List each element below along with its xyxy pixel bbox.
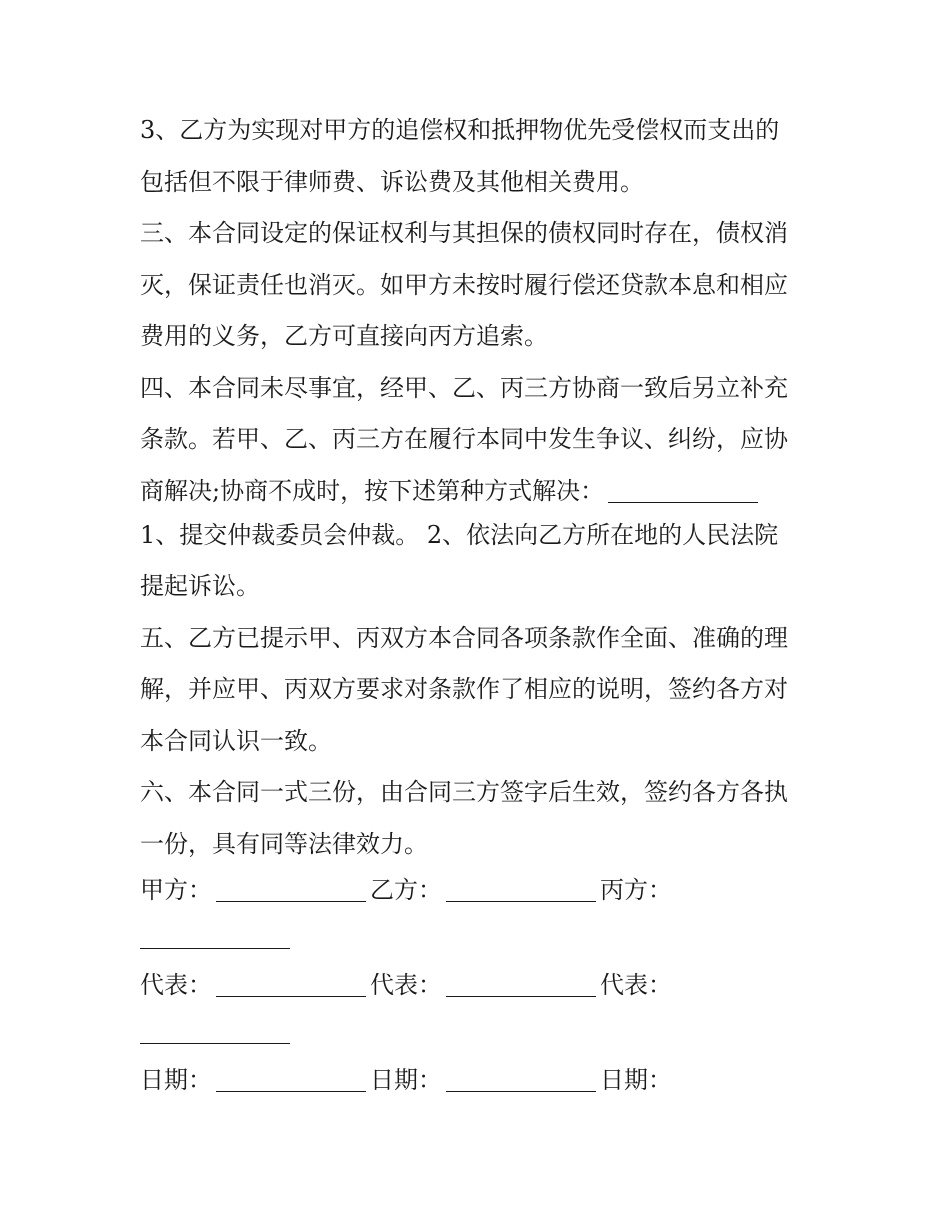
paragraph-line: 六、本合同一式三份，由合同三方签字后生效，签约各方各执 (140, 778, 788, 806)
rep-c-blank[interactable] (140, 1023, 290, 1044)
party-c-label: 丙方： (600, 876, 672, 904)
signature-rep-row (140, 970, 672, 1000)
dispute-resolution-text: 商解决;协商不成时，按下述第种方式解决： (140, 477, 605, 505)
rep-c-label: 代表： (600, 971, 672, 999)
paragraph-line: 1、提交仲裁委员会仲裁。 2、依法向乙方所在地的人民法院 (140, 521, 779, 549)
dispute-method-blank[interactable] (608, 482, 758, 503)
paragraph-line: 一份，具有同等法律效力。 (140, 830, 428, 858)
party-c-blank[interactable] (140, 928, 290, 949)
signature-wrap-row (140, 922, 290, 952)
signature-wrap-row (140, 1017, 290, 1047)
party-b-blank[interactable] (446, 881, 596, 902)
paragraph-line: 费用的义务，乙方可直接向丙方追索。 (140, 322, 548, 350)
paragraph-line: 灭，保证责任也消灭。如甲方未按时履行偿还贷款本息和相应 (140, 271, 788, 299)
rep-b-label: 代表： (370, 971, 442, 999)
paragraph-line: 3、乙方为实现对甲方的追偿权和抵押物优先受偿权而支出的 (140, 116, 780, 144)
paragraph-line: 包括但不限于律师费、诉讼费及其他相关费用。 (140, 168, 644, 196)
date-c-label: 日期： (600, 1066, 672, 1094)
party-b-label: 乙方： (370, 876, 442, 904)
paragraph-line: 本合同认识一致。 (140, 727, 332, 755)
paragraph-line: 五、乙方已提示甲、丙双方本合同各项条款作全面、准确的理 (140, 624, 788, 652)
rep-b-blank[interactable] (446, 976, 596, 997)
rep-a-label: 代表： (140, 971, 212, 999)
date-b-label: 日期： (370, 1066, 442, 1094)
party-a-label: 甲方： (140, 876, 212, 904)
signature-party-row (140, 875, 672, 905)
date-a-label: 日期： (140, 1066, 212, 1094)
date-b-blank[interactable] (446, 1071, 596, 1092)
paragraph-line: 四、本合同未尽事宜，经甲、乙、丙三方协商一致后另立补充 (140, 374, 788, 402)
party-a-blank[interactable] (216, 881, 366, 902)
paragraph-line (140, 476, 762, 506)
rep-a-blank[interactable] (216, 976, 366, 997)
paragraph-line: 三、本合同设定的保证权利与其担保的债权同时存在，债权消 (140, 219, 788, 247)
paragraph-line: 提起诉讼。 (140, 572, 260, 600)
paragraph-line: 条款。若甲、乙、丙三方在履行本同中发生争议、纠纷，应协 (140, 425, 788, 453)
date-a-blank[interactable] (216, 1071, 366, 1092)
signature-date-row (140, 1065, 672, 1095)
paragraph-line: 解，并应甲、丙双方要求对条款作了相应的说明，签约各方对 (140, 675, 788, 703)
